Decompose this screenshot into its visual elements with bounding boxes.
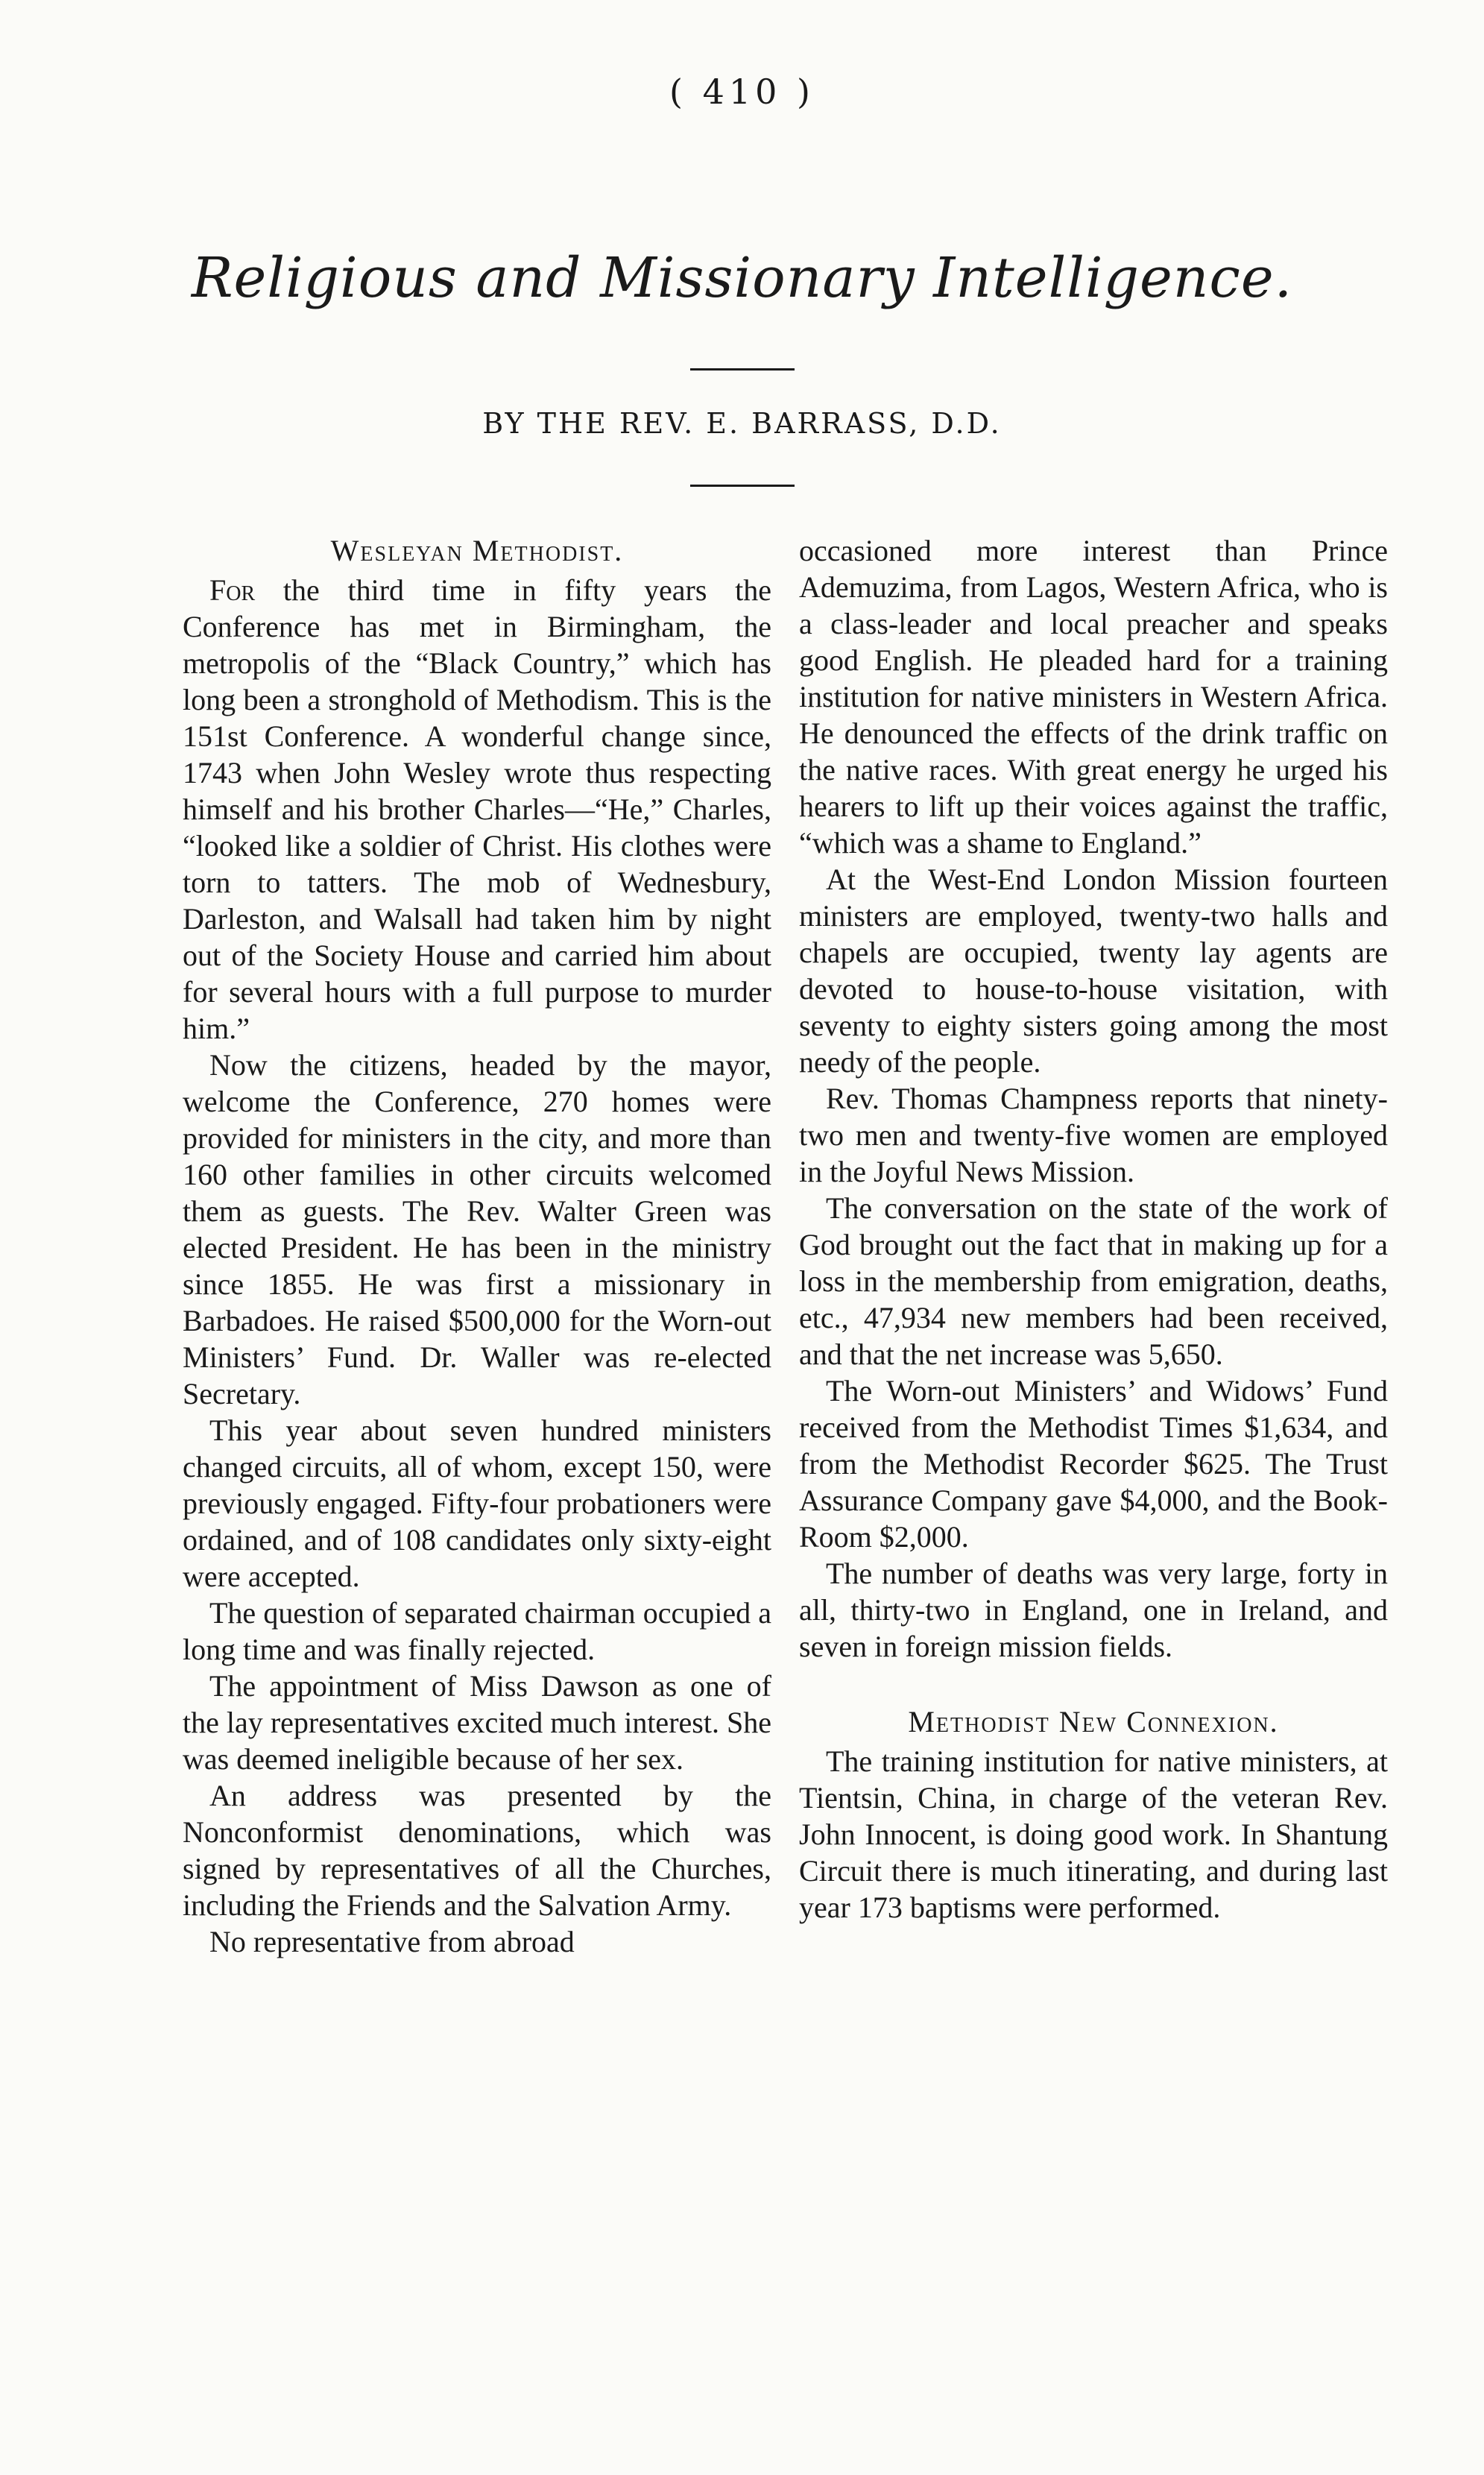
- paragraph: At the West-End London Mission fourteen ministers are employed, twenty-two halls and chapels are occupied, twenty lay agents are devoted to house-to-house visitation, with seventy to eighty sisters going among the most needy of the people.: [799, 863, 1388, 1079]
- section-heading-new-connexion: Methodist New Connexion.: [908, 1705, 1279, 1738]
- paragraph: The appointment of Miss Dawson as one of the lay representatives excited much interest. She was deemed ineligible because of her sex.: [183, 1669, 771, 1776]
- page-title: Religious and Missionary Intelligence.: [191, 246, 1293, 310]
- paragraph: The question of separated chairman occupied a long time and was finally rejected.: [183, 1596, 771, 1666]
- paragraph: Now the citizens, headed by the mayor, welcome the Conference, 270 homes were provided for ministers in the city, and more than 160 other families in other circuits welcomed them as guests. The Rev. Walter Green was elected President. He has been in the ministry since 1855. He was first a missionary in Barbadoes. He raised $500,000 for the Worn-out Ministers’ Fund. Dr. Waller was re-elected Secretary.: [183, 1048, 771, 1410]
- section-heading-wesleyan: Wesleyan Methodist.: [330, 534, 624, 567]
- paragraph: The Worn-out Ministers’ and Widows’ Fund received from the Methodist Times $1,634, and from the Methodist Recorder $625. The Trust Assurance Company gave $4,000, and the Book-Room $2,000.: [799, 1374, 1388, 1554]
- paragraph-lead: For: [209, 573, 256, 607]
- paragraph: The number of deaths was very large, forty in all, thirty-two in England, one in Ireland, and seven in foreign mission fields.: [799, 1557, 1388, 1663]
- byline: BY THE REV. E. BARRASS, D.D.: [482, 407, 1002, 440]
- left-column: [183, 532, 771, 1960]
- paragraph: This year about seven hundred ministers changed circuits, all of whom, except 150, were previously engaged. Fifty-four probationers were ordained, and of 108 candidates only sixty-eight were accepted.: [183, 1413, 771, 1593]
- title-rule-bottom: [690, 485, 795, 487]
- paragraph: The training institution for native ministers, at Tientsin, China, in charge of the veteran Rev. John Innocent, is doing good work. In Shantung Circuit there is much itinerating, and during last year 173 baptisms were performed.: [799, 1744, 1388, 1924]
- page-number: ( 410 ): [669, 72, 815, 112]
- paragraph: An address was presented by the Nonconformist denominations, which was signed by representatives of all the Churches, including the Friends and the Salvation Army.: [183, 1779, 771, 1922]
- paragraph-text: the third time in fifty years the Conference has met in Birmingham, the metropolis of the “Black Country,” which has long been a stronghold of Methodism. This is the 151st Conference. A wonderful change since, 1743 when John Wesley wrote thus respecting himself and his brother Charles—“He,” Charles, “looked like a soldier of Christ. His clothes were torn to tatters. The mob of Wednesbury, Darleston, and Walsall had taken him by night out of the Society House and carried him about for several hours with a full purpose to murder him.”: [183, 573, 771, 1045]
- paragraph: The conversation on the state of the work of God brought out the fact that in making up for a loss in the membership from emigration, deaths, etc., 47,934 new members had been received, and that the net increase was 5,650.: [799, 1191, 1388, 1371]
- paragraph-continued: occasioned more interest than Prince Ademuzima, from Lagos, Western Africa, who is a class-leader and local preacher and speaks good English. He pleaded hard for a training institution for native ministers in Western Africa. He denounced the effects of the drink traffic on the native races. With great energy he urged his hearers to lift up their voices against the traffic, “which was a shame to England.”: [799, 534, 1388, 860]
- paragraph: Rev. Thomas Champness reports that ninety-two men and twenty-five women are employed in the Joyful News Mission.: [799, 1082, 1388, 1188]
- paragraph: [183, 572, 771, 1047]
- title-rule-top: [690, 368, 795, 371]
- paragraph: No representative from abroad: [209, 1925, 575, 1958]
- right-column: [799, 532, 1388, 1926]
